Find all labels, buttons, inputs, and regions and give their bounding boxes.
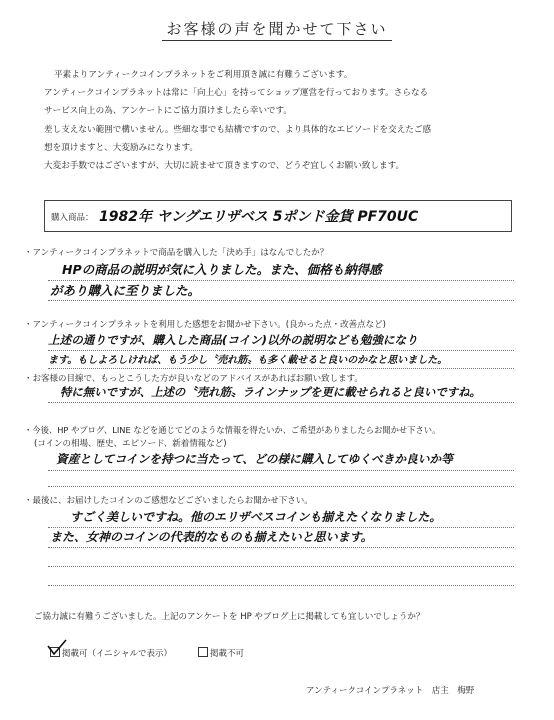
shop-signature: アンティークコインプラネット 店主 梅野 (306, 686, 475, 696)
answer-line (48, 585, 514, 586)
answer-3-line-1: 特に無いですが、上述の〝売れ筋〟ラインナップを更に載せられると良いですね。 (60, 385, 481, 399)
intro-line: サービス向上の為、アンケートにご協力頂けましたら幸いです。 (44, 106, 293, 117)
question-1: ・アンティークコインプラネットで商品を購入した「決め手」はなんでしたか？ (24, 248, 329, 258)
answer-line (48, 470, 514, 471)
answer-4-line-1: 資産としてコインを持つに当たって、どの様に購入してゆくべきか良いか等 (56, 452, 453, 466)
title-underline (162, 40, 392, 41)
intro-line: 想を頂けますと、大変励みになります。 (44, 142, 199, 153)
question-4-examples: (コインの相場、歴史、エピソード、新着情報など) (34, 439, 227, 449)
intro-line: アンティークコインプラネットは常に「向上心」を持ってショップ運営を行っております。さらなる (44, 88, 429, 99)
option-label: 掲載不可 (210, 649, 245, 659)
intro-text (44, 66, 524, 175)
question-5: ・最後に、お届けしたコインのご感想などございましたらお聞かせ下さい。 (24, 496, 313, 506)
closing-text: ご協力誠に有難うございました。上記のアンケートを HP やブログ上に掲載しても宜しいでしょうか？ (34, 612, 425, 622)
answer-line (48, 402, 514, 403)
option-publish-initials[interactable] (50, 647, 172, 659)
intro-line: 差し支えない範囲で構いません。些細な事でも結構ですので、より具体的なエピソードを交えたご感 (44, 124, 432, 135)
checkbox-no-publish[interactable] (198, 647, 208, 657)
question-2: ・アンティークコインプラネットを利用した感想をお聞かせ下さい。(良かった点・改善点など) (24, 320, 386, 330)
answer-line (48, 566, 514, 567)
answer-line (48, 547, 514, 548)
page-title: お客様の声を聞かせて下さい (166, 20, 388, 38)
option-label: 掲載可（イニシャルで表示） (62, 649, 172, 659)
answer-5-line-1: すごく美しいですね。他のエリザベスコインも揃えたくなりました。 (70, 510, 442, 524)
question-4: ・今後、HP やブログ、LINE などを通じてどのような情報を得たいか、ご希望がありましたらお聞かせ下さい。 (24, 425, 441, 435)
answer-1-line-2: があり購入に至りました。 (50, 283, 201, 298)
answer-5-line-2: また、女神のコインの代表的なものも揃えたいと思います。 (50, 530, 373, 544)
question-3: ・お客様の目線で、もっとこうした方が良いなどのアドバイスがあればお願い致します。 (24, 374, 363, 384)
handwritten-check-mark (46, 638, 68, 658)
answer-line (48, 486, 514, 487)
answer-1-line-1: HPの商品の説明が気に入りました。また、価格も納得感 (62, 262, 382, 277)
answer-2-line-1: 上述の通りですが、購入した商品(コイン)以外の説明なども勉強になり (48, 333, 418, 347)
option-no-publish[interactable] (198, 647, 244, 659)
intro-line: 大変お手数ではございますが、大切に読ませて頂きますので、どうぞ宜しくお願い致します。 (44, 161, 405, 172)
product-box (44, 200, 512, 232)
answer-line (48, 368, 514, 369)
intro-line: 平素よりアンティークコインプラネットをご利用頂き誠に有難うございます。 (54, 70, 353, 80)
product-label: 購入商品： (51, 213, 94, 223)
answer-2-line-2: ます。もしよろしければ、もう少し〝売れ筋〟も多く載せると良いのかなと思いました。 (48, 355, 448, 366)
answer-line (48, 300, 514, 301)
product-value: 1982年 ヤングエリザベス 5ポンド金貨 PF70UC (99, 209, 419, 225)
